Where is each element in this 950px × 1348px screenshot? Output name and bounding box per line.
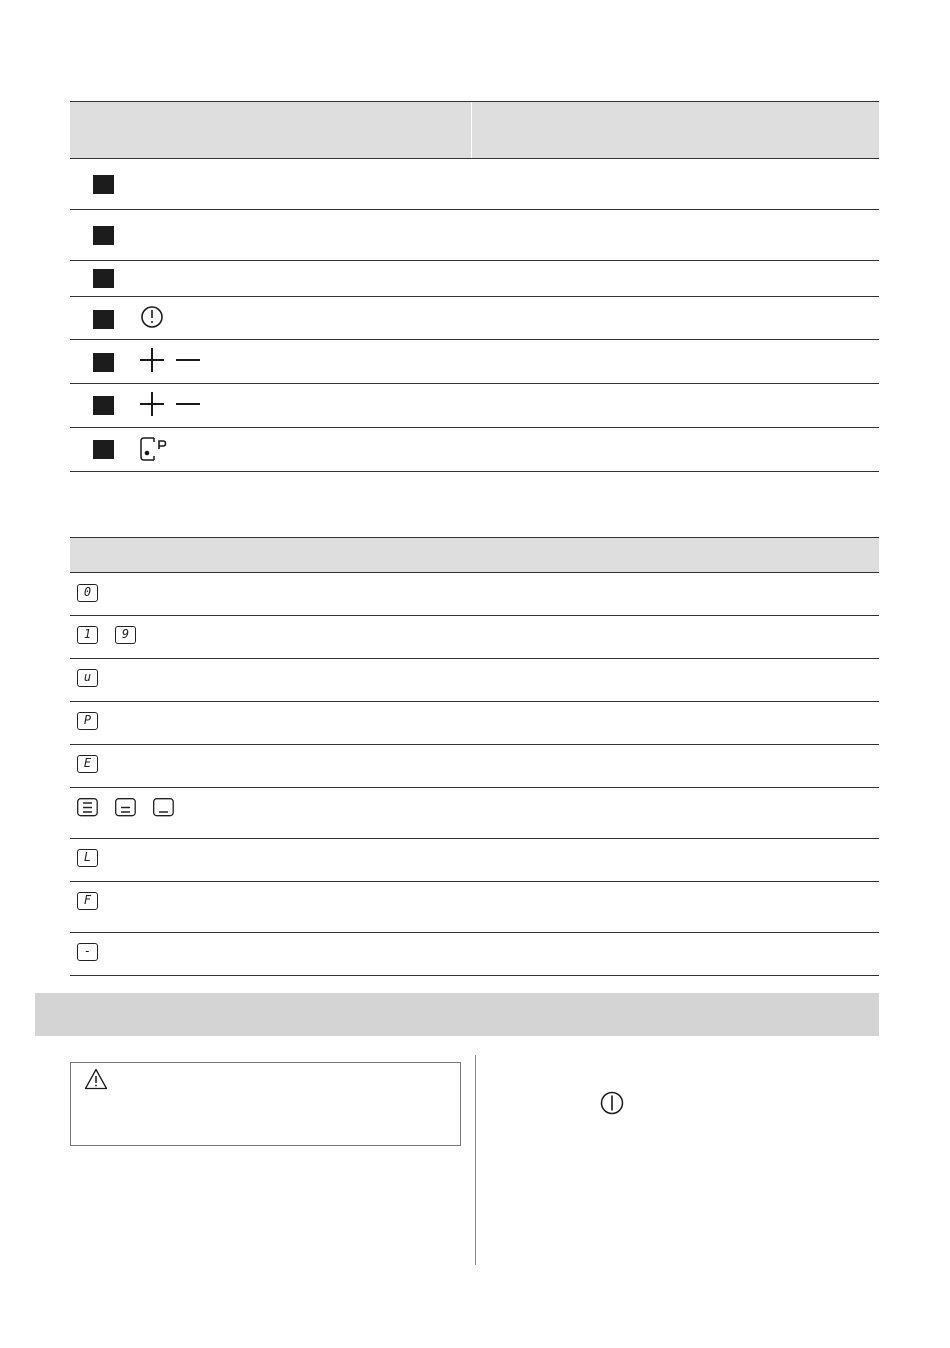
display-table: [70, 537, 879, 976]
power-boost-icon: [140, 436, 172, 462]
table-row: [70, 261, 879, 297]
table-row: [70, 384, 879, 428]
marker-square: [93, 310, 114, 329]
table-row: [70, 159, 879, 210]
display-dash: -: [77, 943, 98, 961]
display-digit-zero: 0: [77, 584, 98, 602]
table-row: [70, 297, 879, 340]
header-divider: [471, 102, 472, 158]
table-row: [70, 616, 879, 659]
table-row: [70, 839, 879, 882]
table-header: [70, 537, 879, 573]
table-row: [70, 659, 879, 702]
power-icon: [599, 1090, 625, 1116]
table-row: [70, 745, 879, 788]
display-digit-nine: 9: [115, 626, 136, 644]
table-row: [70, 882, 879, 933]
warning-triangle-icon: [84, 1068, 108, 1090]
table-row: [70, 788, 879, 839]
table-header: [70, 101, 879, 159]
marker-square: [93, 440, 114, 459]
display-letter-f: F: [77, 892, 98, 910]
table-row: [70, 933, 879, 976]
table-row: [70, 702, 879, 745]
table-row: [70, 573, 879, 616]
table-row: [70, 210, 879, 261]
plus-minus-icon: [140, 348, 202, 372]
display-letter-e: E: [77, 755, 98, 773]
marker-square: [93, 269, 114, 288]
display-digit-one: 1: [77, 626, 98, 644]
marker-square: [93, 396, 114, 415]
marker-square: [93, 353, 114, 372]
column-divider: [475, 1055, 476, 1265]
table-row: [70, 428, 879, 472]
table-row: [70, 340, 879, 384]
timer-icon: [140, 305, 166, 331]
section-heading-bar: [35, 993, 879, 1036]
display-letter-l: L: [77, 849, 98, 867]
marker-square: [93, 175, 114, 194]
warning-box: [70, 1062, 461, 1146]
display-letter-u: u: [77, 669, 98, 687]
display-letter-p: P: [77, 712, 98, 730]
residual-heat-bars-icon: [77, 798, 177, 818]
marker-square: [93, 226, 114, 245]
plus-minus-icon: [140, 392, 202, 416]
control-panel-table: [70, 101, 879, 472]
